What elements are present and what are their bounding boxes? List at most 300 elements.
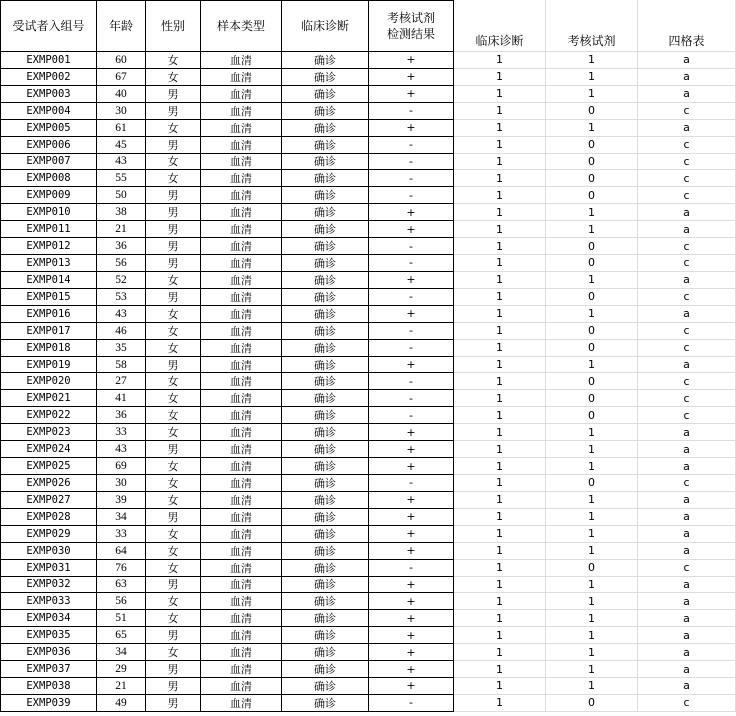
fourfold-table-cell: c bbox=[638, 340, 736, 357]
sex-cell: 女 bbox=[146, 407, 201, 424]
clinical-diagnosis-cell: 确诊 bbox=[282, 661, 369, 678]
sample-type-cell: 血清 bbox=[201, 255, 282, 272]
subject-id-cell: EXMP035 bbox=[0, 627, 97, 644]
subject-id-cell: EXMP021 bbox=[0, 390, 97, 407]
reagent-result-cell: + bbox=[369, 492, 454, 509]
clinical-diagnosis-code-cell: 1 bbox=[454, 661, 546, 678]
sample-type-cell: 血清 bbox=[201, 69, 282, 86]
sex-cell: 女 bbox=[146, 424, 201, 441]
clinical-diagnosis-cell: 确诊 bbox=[282, 373, 369, 390]
sample-type-cell: 血清 bbox=[201, 170, 282, 187]
clinical-diagnosis-cell: 确诊 bbox=[282, 577, 369, 594]
left-header-3: 性别 bbox=[146, 0, 201, 52]
reagent-code-cell: 1 bbox=[546, 593, 638, 610]
age-cell: 51 bbox=[97, 610, 146, 627]
clinical-diagnosis-cell: 确诊 bbox=[282, 407, 369, 424]
clinical-diagnosis-code-cell: 1 bbox=[454, 543, 546, 560]
reagent-result-cell: - bbox=[369, 373, 454, 390]
right-header-3: 四格表 bbox=[638, 0, 736, 52]
fourfold-table-cell: a bbox=[638, 678, 736, 695]
clinical-diagnosis-code-cell: 1 bbox=[454, 52, 546, 69]
reagent-code-cell: 0 bbox=[546, 137, 638, 154]
sex-cell: 女 bbox=[146, 492, 201, 509]
reagent-code-cell: 1 bbox=[546, 69, 638, 86]
fourfold-table-cell: a bbox=[638, 424, 736, 441]
fourfold-table-cell: a bbox=[638, 526, 736, 543]
clinical-diagnosis-code-cell: 1 bbox=[454, 103, 546, 120]
fourfold-table-cell: a bbox=[638, 204, 736, 221]
subject-id-cell: EXMP030 bbox=[0, 543, 97, 560]
subject-id-cell: EXMP024 bbox=[0, 441, 97, 458]
sex-cell: 女 bbox=[146, 306, 201, 323]
fourfold-table-cell: a bbox=[638, 52, 736, 69]
clinical-diagnosis-cell: 确诊 bbox=[282, 526, 369, 543]
sample-type-cell: 血清 bbox=[201, 238, 282, 255]
fourfold-table-cell: c bbox=[638, 475, 736, 492]
clinical-diagnosis-cell: 确诊 bbox=[282, 137, 369, 154]
fourfold-table-cell: c bbox=[638, 560, 736, 577]
reagent-code-cell: 1 bbox=[546, 526, 638, 543]
clinical-diagnosis-cell: 确诊 bbox=[282, 390, 369, 407]
clinical-diagnosis-code-cell: 1 bbox=[454, 340, 546, 357]
reagent-code-cell: 1 bbox=[546, 441, 638, 458]
reagent-result-cell: + bbox=[369, 627, 454, 644]
clinical-diagnosis-code-cell: 1 bbox=[454, 323, 546, 340]
reagent-result-cell: + bbox=[369, 593, 454, 610]
clinical-diagnosis-cell: 确诊 bbox=[282, 492, 369, 509]
sample-type-cell: 血清 bbox=[201, 424, 282, 441]
clinical-diagnosis-cell: 确诊 bbox=[282, 695, 369, 712]
clinical-diagnosis-code-cell: 1 bbox=[454, 475, 546, 492]
age-cell: 36 bbox=[97, 407, 146, 424]
reagent-code-cell: 1 bbox=[546, 627, 638, 644]
subject-id-cell: EXMP001 bbox=[0, 52, 97, 69]
fourfold-table-cell: a bbox=[638, 221, 736, 238]
clinical-diagnosis-cell: 确诊 bbox=[282, 323, 369, 340]
clinical-diagnosis-cell: 确诊 bbox=[282, 86, 369, 103]
fourfold-table-cell: a bbox=[638, 627, 736, 644]
clinical-diagnosis-cell: 确诊 bbox=[282, 154, 369, 171]
subject-id-cell: EXMP004 bbox=[0, 103, 97, 120]
reagent-result-cell: - bbox=[369, 390, 454, 407]
clinical-diagnosis-code-cell: 1 bbox=[454, 424, 546, 441]
clinical-diagnosis-cell: 确诊 bbox=[282, 238, 369, 255]
fourfold-table-cell: c bbox=[638, 187, 736, 204]
clinical-diagnosis-code-cell: 1 bbox=[454, 458, 546, 475]
subject-id-cell: EXMP031 bbox=[0, 560, 97, 577]
subject-id-cell: EXMP038 bbox=[0, 678, 97, 695]
reagent-result-cell: + bbox=[369, 424, 454, 441]
fourfold-table-cell: a bbox=[638, 644, 736, 661]
age-cell: 55 bbox=[97, 170, 146, 187]
clinical-diagnosis-code-cell: 1 bbox=[454, 187, 546, 204]
sample-type-cell: 血清 bbox=[201, 340, 282, 357]
sex-cell: 男 bbox=[146, 137, 201, 154]
age-cell: 30 bbox=[97, 475, 146, 492]
reagent-result-cell: - bbox=[369, 103, 454, 120]
reagent-result-cell: + bbox=[369, 52, 454, 69]
sample-type-cell: 血清 bbox=[201, 137, 282, 154]
reagent-result-cell: + bbox=[369, 458, 454, 475]
reagent-code-cell: 0 bbox=[546, 187, 638, 204]
reagent-result-cell: + bbox=[369, 526, 454, 543]
reagent-code-cell: 1 bbox=[546, 272, 638, 289]
clinical-diagnosis-cell: 确诊 bbox=[282, 678, 369, 695]
reagent-result-cell: - bbox=[369, 238, 454, 255]
subject-id-cell: EXMP010 bbox=[0, 204, 97, 221]
sample-type-cell: 血清 bbox=[201, 390, 282, 407]
sample-type-cell: 血清 bbox=[201, 661, 282, 678]
age-cell: 27 bbox=[97, 373, 146, 390]
sex-cell: 女 bbox=[146, 644, 201, 661]
reagent-result-cell: + bbox=[369, 441, 454, 458]
reagent-result-cell: - bbox=[369, 475, 454, 492]
clinical-diagnosis-code-cell: 1 bbox=[454, 577, 546, 594]
clinical-diagnosis-code-cell: 1 bbox=[454, 170, 546, 187]
sample-type-cell: 血清 bbox=[201, 204, 282, 221]
clinical-diagnosis-code-cell: 1 bbox=[454, 509, 546, 526]
reagent-result-cell: - bbox=[369, 560, 454, 577]
reagent-code-cell: 1 bbox=[546, 120, 638, 137]
sex-cell: 男 bbox=[146, 289, 201, 306]
reagent-result-cell: + bbox=[369, 221, 454, 238]
sex-cell: 女 bbox=[146, 340, 201, 357]
clinical-diagnosis-cell: 确诊 bbox=[282, 458, 369, 475]
clinical-diagnosis-code-cell: 1 bbox=[454, 120, 546, 137]
subject-id-cell: EXMP032 bbox=[0, 577, 97, 594]
sex-cell: 男 bbox=[146, 357, 201, 374]
reagent-code-cell: 1 bbox=[546, 678, 638, 695]
clinical-diagnosis-cell: 确诊 bbox=[282, 69, 369, 86]
reagent-code-cell: 1 bbox=[546, 306, 638, 323]
age-cell: 49 bbox=[97, 695, 146, 712]
reagent-result-cell: + bbox=[369, 661, 454, 678]
sample-type-cell: 血清 bbox=[201, 154, 282, 171]
subject-id-cell: EXMP002 bbox=[0, 69, 97, 86]
subject-id-cell: EXMP025 bbox=[0, 458, 97, 475]
reagent-result-cell: + bbox=[369, 306, 454, 323]
subject-id-cell: EXMP012 bbox=[0, 238, 97, 255]
left-header-4: 样本类型 bbox=[201, 0, 282, 52]
reagent-result-header-line1: 考核试剂 bbox=[386, 11, 435, 25]
reagent-result-cell: - bbox=[369, 407, 454, 424]
fourfold-table-cell: c bbox=[638, 170, 736, 187]
clinical-diagnosis-cell: 确诊 bbox=[282, 610, 369, 627]
fourfold-table-cell: c bbox=[638, 103, 736, 120]
reagent-code-cell: 1 bbox=[546, 644, 638, 661]
sample-type-cell: 血清 bbox=[201, 86, 282, 103]
sample-type-cell: 血清 bbox=[201, 492, 282, 509]
sample-type-cell: 血清 bbox=[201, 289, 282, 306]
fourfold-table-cell: a bbox=[638, 69, 736, 86]
sex-cell: 女 bbox=[146, 560, 201, 577]
sample-type-cell: 血清 bbox=[201, 221, 282, 238]
reagent-result-cell: + bbox=[369, 69, 454, 86]
fourfold-table-cell: c bbox=[638, 323, 736, 340]
sample-type-cell: 血清 bbox=[201, 509, 282, 526]
age-cell: 41 bbox=[97, 390, 146, 407]
subject-id-cell: EXMP008 bbox=[0, 170, 97, 187]
subject-id-cell: EXMP027 bbox=[0, 492, 97, 509]
sex-cell: 女 bbox=[146, 52, 201, 69]
clinical-diagnosis-cell: 确诊 bbox=[282, 204, 369, 221]
clinical-diagnosis-code-cell: 1 bbox=[454, 289, 546, 306]
sex-cell: 女 bbox=[146, 170, 201, 187]
subject-id-cell: EXMP022 bbox=[0, 407, 97, 424]
age-cell: 21 bbox=[97, 678, 146, 695]
sex-cell: 女 bbox=[146, 526, 201, 543]
reagent-result-cell: - bbox=[369, 137, 454, 154]
fourfold-table-cell: a bbox=[638, 120, 736, 137]
clinical-diagnosis-code-cell: 1 bbox=[454, 154, 546, 171]
clinical-diagnosis-cell: 确诊 bbox=[282, 593, 369, 610]
reagent-result-cell: - bbox=[369, 170, 454, 187]
reagent-result-cell: - bbox=[369, 695, 454, 712]
sample-type-cell: 血清 bbox=[201, 475, 282, 492]
age-cell: 61 bbox=[97, 120, 146, 137]
sample-type-cell: 血清 bbox=[201, 441, 282, 458]
age-cell: 43 bbox=[97, 306, 146, 323]
sample-type-cell: 血清 bbox=[201, 560, 282, 577]
clinical-diagnosis-code-cell: 1 bbox=[454, 492, 546, 509]
subject-id-cell: EXMP019 bbox=[0, 357, 97, 374]
subject-id-cell: EXMP026 bbox=[0, 475, 97, 492]
sample-type-cell: 血清 bbox=[201, 627, 282, 644]
fourfold-table-cell: c bbox=[638, 695, 736, 712]
age-cell: 34 bbox=[97, 644, 146, 661]
clinical-diagnosis-code-cell: 1 bbox=[454, 357, 546, 374]
clinical-diagnosis-code-cell: 1 bbox=[454, 695, 546, 712]
sex-cell: 女 bbox=[146, 390, 201, 407]
reagent-code-cell: 1 bbox=[546, 492, 638, 509]
sex-cell: 男 bbox=[146, 627, 201, 644]
reagent-code-cell: 0 bbox=[546, 340, 638, 357]
sex-cell: 女 bbox=[146, 593, 201, 610]
left-header-5: 临床诊断 bbox=[282, 0, 369, 52]
sex-cell: 男 bbox=[146, 255, 201, 272]
left-header-1: 受试者入组号 bbox=[0, 0, 97, 52]
age-cell: 67 bbox=[97, 69, 146, 86]
clinical-diagnosis-code-cell: 1 bbox=[454, 137, 546, 154]
subject-id-cell: EXMP015 bbox=[0, 289, 97, 306]
reagent-result-cell: + bbox=[369, 272, 454, 289]
age-cell: 76 bbox=[97, 560, 146, 577]
clinical-diagnosis-code-cell: 1 bbox=[454, 238, 546, 255]
sample-type-cell: 血清 bbox=[201, 373, 282, 390]
age-cell: 53 bbox=[97, 289, 146, 306]
reagent-code-cell: 0 bbox=[546, 103, 638, 120]
subject-id-cell: EXMP005 bbox=[0, 120, 97, 137]
clinical-diagnosis-cell: 确诊 bbox=[282, 644, 369, 661]
reagent-code-cell: 0 bbox=[546, 323, 638, 340]
age-cell: 65 bbox=[97, 627, 146, 644]
sex-cell: 男 bbox=[146, 678, 201, 695]
fourfold-table-cell: a bbox=[638, 593, 736, 610]
age-cell: 60 bbox=[97, 52, 146, 69]
reagent-result-cell: - bbox=[369, 289, 454, 306]
reagent-code-cell: 1 bbox=[546, 577, 638, 594]
age-cell: 64 bbox=[97, 543, 146, 560]
clinical-diagnosis-cell: 确诊 bbox=[282, 255, 369, 272]
clinical-diagnosis-code-cell: 1 bbox=[454, 407, 546, 424]
reagent-result-cell: + bbox=[369, 509, 454, 526]
subject-id-cell: EXMP020 bbox=[0, 373, 97, 390]
reagent-code-cell: 0 bbox=[546, 407, 638, 424]
sex-cell: 女 bbox=[146, 373, 201, 390]
clinical-diagnosis-code-cell: 1 bbox=[454, 86, 546, 103]
fourfold-table-cell: a bbox=[638, 441, 736, 458]
reagent-code-cell: 0 bbox=[546, 373, 638, 390]
age-cell: 39 bbox=[97, 492, 146, 509]
reagent-result-cell: + bbox=[369, 543, 454, 560]
subject-id-cell: EXMP006 bbox=[0, 137, 97, 154]
sex-cell: 女 bbox=[146, 543, 201, 560]
sample-type-cell: 血清 bbox=[201, 644, 282, 661]
sex-cell: 男 bbox=[146, 441, 201, 458]
subject-id-cell: EXMP036 bbox=[0, 644, 97, 661]
age-cell: 21 bbox=[97, 221, 146, 238]
age-cell: 35 bbox=[97, 340, 146, 357]
sample-type-cell: 血清 bbox=[201, 187, 282, 204]
clinical-diagnosis-cell: 确诊 bbox=[282, 543, 369, 560]
sex-cell: 男 bbox=[146, 509, 201, 526]
reagent-result-cell: - bbox=[369, 154, 454, 171]
reagent-code-cell: 1 bbox=[546, 52, 638, 69]
reagent-code-cell: 0 bbox=[546, 475, 638, 492]
sex-cell: 男 bbox=[146, 577, 201, 594]
fourfold-table-cell: c bbox=[638, 407, 736, 424]
age-cell: 43 bbox=[97, 154, 146, 171]
fourfold-table-cell: c bbox=[638, 390, 736, 407]
reagent-result-cell: + bbox=[369, 357, 454, 374]
sex-cell: 男 bbox=[146, 103, 201, 120]
clinical-diagnosis-code-cell: 1 bbox=[454, 593, 546, 610]
clinical-diagnosis-cell: 确诊 bbox=[282, 441, 369, 458]
reagent-code-cell: 1 bbox=[546, 543, 638, 560]
fourfold-table-cell: a bbox=[638, 86, 736, 103]
age-cell: 34 bbox=[97, 509, 146, 526]
reagent-code-cell: 1 bbox=[546, 509, 638, 526]
sample-type-cell: 血清 bbox=[201, 407, 282, 424]
fourfold-table-cell: c bbox=[638, 373, 736, 390]
reagent-result-cell: - bbox=[369, 187, 454, 204]
sex-cell: 男 bbox=[146, 695, 201, 712]
sample-type-cell: 血清 bbox=[201, 52, 282, 69]
reagent-result-header-line2: 检测结果 bbox=[386, 27, 435, 41]
sample-type-cell: 血清 bbox=[201, 526, 282, 543]
age-cell: 63 bbox=[97, 577, 146, 594]
sex-cell: 男 bbox=[146, 661, 201, 678]
fourfold-table-cell: a bbox=[638, 492, 736, 509]
sex-cell: 女 bbox=[146, 154, 201, 171]
fourfold-table-cell: a bbox=[638, 610, 736, 627]
fourfold-table-cell: c bbox=[638, 238, 736, 255]
subject-id-cell: EXMP017 bbox=[0, 323, 97, 340]
clinical-diagnosis-cell: 确诊 bbox=[282, 357, 369, 374]
sample-type-cell: 血清 bbox=[201, 458, 282, 475]
sex-cell: 男 bbox=[146, 86, 201, 103]
reagent-code-cell: 0 bbox=[546, 238, 638, 255]
sample-type-cell: 血清 bbox=[201, 272, 282, 289]
subject-id-cell: EXMP039 bbox=[0, 695, 97, 712]
reagent-result-cell: - bbox=[369, 255, 454, 272]
age-cell: 40 bbox=[97, 86, 146, 103]
clinical-diagnosis-cell: 确诊 bbox=[282, 560, 369, 577]
clinical-diagnosis-code-cell: 1 bbox=[454, 373, 546, 390]
subject-id-cell: EXMP011 bbox=[0, 221, 97, 238]
clinical-diagnosis-code-cell: 1 bbox=[454, 526, 546, 543]
sample-type-cell: 血清 bbox=[201, 323, 282, 340]
sample-type-cell: 血清 bbox=[201, 610, 282, 627]
clinical-diagnosis-cell: 确诊 bbox=[282, 509, 369, 526]
clinical-diagnosis-cell: 确诊 bbox=[282, 424, 369, 441]
sample-type-cell: 血清 bbox=[201, 678, 282, 695]
age-cell: 69 bbox=[97, 458, 146, 475]
reagent-code-cell: 0 bbox=[546, 390, 638, 407]
subject-id-cell: EXMP009 bbox=[0, 187, 97, 204]
fourfold-table-cell: a bbox=[638, 577, 736, 594]
sex-cell: 女 bbox=[146, 475, 201, 492]
fourfold-table-cell: a bbox=[638, 272, 736, 289]
subject-id-cell: EXMP034 bbox=[0, 610, 97, 627]
subject-id-cell: EXMP037 bbox=[0, 661, 97, 678]
reagent-result-header bbox=[369, 0, 454, 52]
reagent-code-cell: 1 bbox=[546, 424, 638, 441]
age-cell: 52 bbox=[97, 272, 146, 289]
fourfold-table-cell: a bbox=[638, 458, 736, 475]
subject-id-cell: EXMP016 bbox=[0, 306, 97, 323]
clinical-diagnosis-cell: 确诊 bbox=[282, 340, 369, 357]
sex-cell: 男 bbox=[146, 187, 201, 204]
sample-type-cell: 血清 bbox=[201, 543, 282, 560]
fourfold-table-cell: a bbox=[638, 543, 736, 560]
fourfold-table-cell: a bbox=[638, 661, 736, 678]
clinical-diagnosis-cell: 确诊 bbox=[282, 221, 369, 238]
reagent-result-cell: - bbox=[369, 323, 454, 340]
age-cell: 33 bbox=[97, 526, 146, 543]
subject-id-cell: EXMP029 bbox=[0, 526, 97, 543]
clinical-diagnosis-code-cell: 1 bbox=[454, 627, 546, 644]
sex-cell: 男 bbox=[146, 204, 201, 221]
reagent-code-cell: 1 bbox=[546, 357, 638, 374]
clinical-diagnosis-code-cell: 1 bbox=[454, 272, 546, 289]
subject-id-cell: EXMP013 bbox=[0, 255, 97, 272]
age-cell: 58 bbox=[97, 357, 146, 374]
sex-cell: 女 bbox=[146, 69, 201, 86]
clinical-diagnosis-cell: 确诊 bbox=[282, 289, 369, 306]
clinical-diagnosis-cell: 确诊 bbox=[282, 475, 369, 492]
sample-type-cell: 血清 bbox=[201, 577, 282, 594]
clinical-diagnosis-cell: 确诊 bbox=[282, 272, 369, 289]
age-cell: 36 bbox=[97, 238, 146, 255]
reagent-code-cell: 0 bbox=[546, 154, 638, 171]
sample-type-cell: 血清 bbox=[201, 103, 282, 120]
clinical-diagnosis-cell: 确诊 bbox=[282, 306, 369, 323]
left-header-2: 年龄 bbox=[97, 0, 146, 52]
clinical-diagnosis-cell: 确诊 bbox=[282, 170, 369, 187]
sample-type-cell: 血清 bbox=[201, 306, 282, 323]
clinical-diagnosis-code-cell: 1 bbox=[454, 441, 546, 458]
sex-cell: 女 bbox=[146, 610, 201, 627]
reagent-code-cell: 0 bbox=[546, 289, 638, 306]
clinical-diagnosis-code-cell: 1 bbox=[454, 204, 546, 221]
reagent-code-cell: 1 bbox=[546, 204, 638, 221]
reagent-code-cell: 1 bbox=[546, 458, 638, 475]
reagent-code-cell: 1 bbox=[546, 610, 638, 627]
reagent-result-cell: + bbox=[369, 678, 454, 695]
reagent-result-cell: + bbox=[369, 644, 454, 661]
reagent-code-cell: 1 bbox=[546, 221, 638, 238]
